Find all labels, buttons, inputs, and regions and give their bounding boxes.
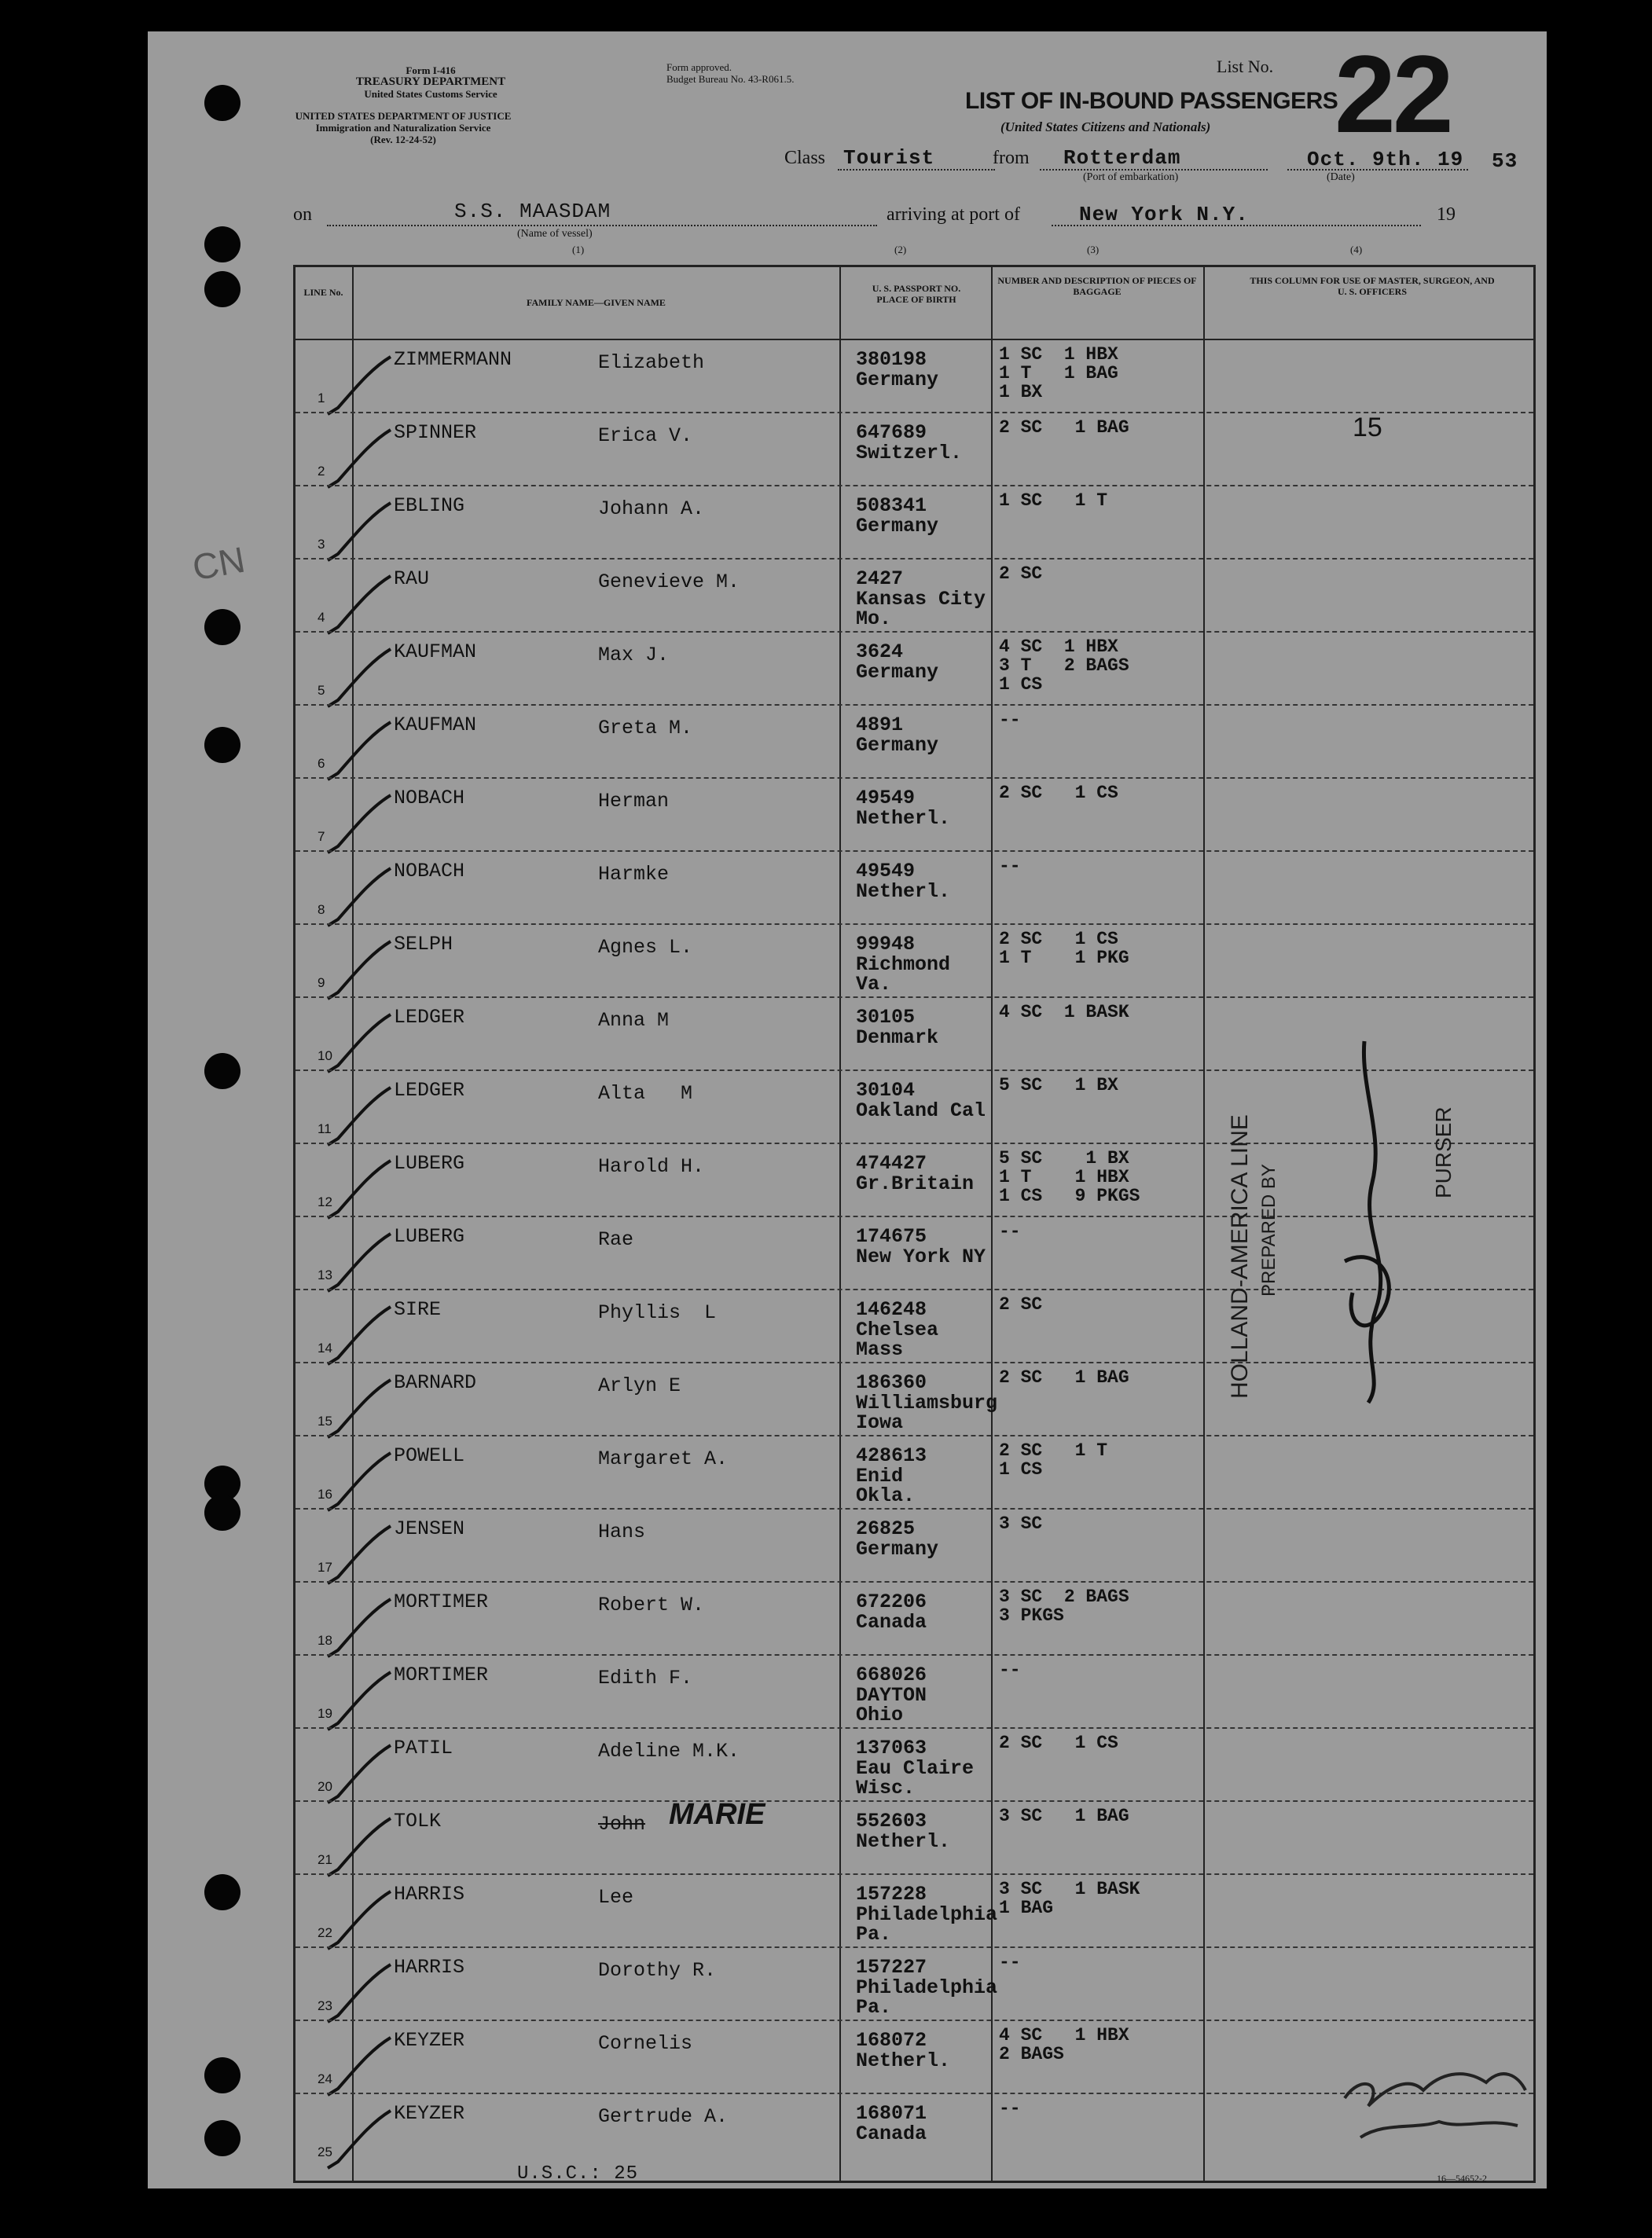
passport-number: 428613 — [856, 1444, 927, 1467]
passport-number: 26825 — [856, 1517, 916, 1540]
dept-block: UNITED STATES DEPARTMENT OF JUSTICE Immigration and Naturalization Service (Rev. 12-24-52) — [295, 110, 512, 145]
place-of-birth: Netherl. — [856, 2049, 951, 2072]
family-name: KAUFMAN — [394, 640, 477, 663]
family-name: LEDGER — [394, 1006, 465, 1029]
given-name: Adeline M.K. — [598, 1740, 740, 1763]
line-number: 14 — [318, 1341, 332, 1356]
family-name: POWELL — [394, 1444, 465, 1467]
family-name: HARRIS — [394, 1956, 465, 1979]
given-name: Margaret A. — [598, 1447, 729, 1470]
family-name: NOBACH — [394, 787, 465, 809]
line-number: 23 — [318, 1998, 332, 2013]
given-name: Phyllis L — [598, 1301, 717, 1324]
line-number: 15 — [318, 1414, 332, 1429]
given-name: Hans — [598, 1521, 646, 1543]
page-title: LIST OF IN-BOUND PASSENGERS — [965, 88, 1338, 114]
class-label: Class — [784, 148, 826, 168]
place-of-birth: Oakland Cal — [856, 1099, 986, 1122]
baggage: 1 SC 1 HBX 1 T 1 BAG 1 BX — [999, 344, 1118, 402]
baggage: 1 SC 1 T — [999, 490, 1108, 511]
given-name: Alta M — [598, 1082, 693, 1105]
family-name: KEYZER — [394, 2102, 465, 2125]
family-name: JENSEN — [394, 1517, 465, 1540]
line-number: 25 — [318, 2144, 332, 2159]
baggage: -- — [999, 1660, 1021, 1680]
class-value: Tourist — [843, 146, 935, 170]
header-line-no: LINE No. — [303, 287, 343, 298]
column-number-4: (4) — [1350, 244, 1363, 255]
given-name: Rae — [598, 1228, 634, 1251]
list-no-label: List No. — [1217, 57, 1274, 76]
given-name: Anna M — [598, 1009, 670, 1032]
baggage: 3 SC 2 BAGS 3 PKGS — [999, 1587, 1129, 1626]
handwritten-correction: MARIE — [669, 1798, 765, 1831]
baggage: 5 SC 1 BX — [999, 1075, 1118, 1095]
punch-hole — [204, 1495, 240, 1531]
passport-number: 380198 — [856, 348, 927, 371]
given-name: Max J. — [598, 644, 670, 666]
passport-number: 474427 — [856, 1152, 927, 1175]
vessel-line — [327, 225, 877, 226]
form-block: Form I-416 TREASURY DEPARTMENT United States Customs Service — [355, 64, 506, 100]
family-name: PATIL — [394, 1737, 453, 1759]
passport-number: 146248 — [856, 1298, 927, 1321]
line-number: 17 — [318, 1560, 332, 1575]
baggage: 2 SC 1 BAG — [999, 1367, 1129, 1388]
table-row — [296, 1873, 1533, 1946]
family-name: ZIMMERMANN — [394, 348, 512, 371]
baggage: -- — [999, 856, 1021, 876]
count-note: 15 — [1353, 413, 1382, 442]
line-number: 3 — [318, 537, 325, 552]
baggage: -- — [999, 710, 1021, 730]
place-of-birth: Germany — [856, 515, 939, 537]
table-row — [296, 339, 1533, 411]
family-name: LUBERG — [394, 1152, 465, 1175]
table-row — [296, 850, 1533, 923]
page-subtitle: (United States Citizens and Nationals) — [1000, 119, 1211, 134]
punch-hole — [204, 2057, 240, 2093]
on-label: on — [293, 204, 312, 225]
vessel-caption: (Name of vessel) — [517, 228, 593, 240]
place-of-birth: Germany — [856, 369, 939, 391]
line-number: 12 — [318, 1194, 332, 1209]
baggage: 2 SC 1 CS 1 T 1 PKG — [999, 929, 1129, 968]
passport-number: 3624 — [856, 640, 904, 663]
table-row — [296, 704, 1533, 776]
punch-hole — [204, 85, 240, 121]
purser-stamp: PURSER — [1431, 1106, 1456, 1198]
baggage: 2 SC 1 CS — [999, 1733, 1118, 1753]
place-of-birth: Netherl. — [856, 1830, 951, 1853]
baggage: 2 SC 1 BAG — [999, 417, 1129, 438]
passport-number: 668026 — [856, 1664, 927, 1686]
given-name: Harold H. — [598, 1155, 705, 1178]
given-name: John — [598, 1813, 646, 1836]
family-name: MORTIMER — [394, 1590, 489, 1613]
line-number: 7 — [318, 829, 325, 844]
arrival-port: New York N.Y. — [1079, 203, 1249, 226]
line-number: 10 — [318, 1048, 332, 1063]
passport-number: 4891 — [856, 714, 904, 736]
place-of-birth: Germany — [856, 734, 939, 757]
date-caption: (Date) — [1327, 171, 1355, 183]
passport-number: 30105 — [856, 1006, 916, 1029]
family-name: TOLK — [394, 1810, 442, 1833]
table-row — [296, 558, 1533, 630]
given-name: Cornelis — [598, 2032, 693, 2055]
line-number: 13 — [318, 1268, 332, 1282]
place-of-birth: Denmark — [856, 1026, 939, 1049]
place-of-birth: Netherl. — [856, 807, 951, 830]
line-number: 4 — [318, 610, 325, 625]
family-name: EBLING — [394, 494, 465, 517]
usc-count: U.S.C.: 25 — [517, 2163, 639, 2185]
place-of-birth: Chelsea Mass — [856, 1319, 939, 1361]
punch-hole — [204, 1053, 240, 1089]
family-name: KAUFMAN — [394, 714, 477, 736]
passport-number: 672206 — [856, 1590, 927, 1613]
passport-number: 174675 — [856, 1225, 927, 1248]
place-of-birth: Philadelphia Pa. — [856, 1903, 998, 1946]
line-number: 21 — [318, 1852, 332, 1867]
form-code: 16—54652-2 — [1437, 2173, 1487, 2184]
column-number-1: (1) — [572, 244, 585, 255]
officer-signature — [1337, 2043, 1533, 2161]
passport-number: 2427 — [856, 567, 904, 590]
table-row — [296, 777, 1533, 849]
line-number: 11 — [318, 1121, 332, 1136]
table-row — [296, 631, 1533, 703]
place-of-birth: Canada — [856, 2122, 927, 2145]
baggage: 2 SC — [999, 563, 1043, 584]
baggage: 3 SC 1 BAG — [999, 1806, 1129, 1826]
place-of-birth: Philadelphia Pa. — [856, 1976, 998, 2019]
place-of-birth: Switzerl. — [856, 442, 963, 464]
family-name: MORTIMER — [394, 1664, 489, 1686]
table-row — [296, 1435, 1533, 1507]
baggage: 4 SC 1 HBX 2 BAGS — [999, 2025, 1129, 2064]
approval-note: Form approved. Budget Bureau No. 43-R061.5. — [666, 61, 795, 85]
place-of-birth: Germany — [856, 1538, 939, 1561]
punch-hole — [204, 271, 240, 307]
family-name: SPINNER — [394, 421, 477, 444]
punch-hole — [204, 727, 240, 763]
header-name: FAMILY NAME—GIVEN NAME — [527, 297, 666, 308]
line-number: 20 — [318, 1779, 332, 1794]
given-name: Robert W. — [598, 1594, 705, 1616]
table-row — [296, 1800, 1533, 1873]
line-number: 8 — [318, 902, 325, 917]
table-row — [296, 1508, 1533, 1580]
line-number: 5 — [318, 683, 325, 698]
line-number: 1 — [318, 391, 325, 405]
margin-note: CN — [189, 538, 248, 589]
baggage: 4 SC 1 HBX 3 T 2 BAGS 1 CS — [999, 637, 1129, 695]
port-caption: (Port of embarkation) — [1083, 171, 1179, 183]
passenger-list-page — [148, 31, 1547, 2188]
line-number: 18 — [318, 1633, 332, 1648]
given-name: Herman — [598, 790, 670, 813]
punch-hole — [204, 609, 240, 645]
punch-hole — [204, 2120, 240, 2156]
passport-number: 49549 — [856, 860, 916, 882]
passport-number: 647689 — [856, 421, 927, 444]
place-of-birth: Netherl. — [856, 880, 951, 903]
family-name: KEYZER — [394, 2029, 465, 2052]
baggage: 2 SC 1 T 1 CS — [999, 1440, 1108, 1480]
punch-hole — [204, 1874, 240, 1910]
given-name: Lee — [598, 1886, 634, 1909]
date-value: Oct. 9th. 19 — [1307, 148, 1464, 171]
line-number: 2 — [318, 464, 325, 479]
passport-number: 186360 — [856, 1371, 927, 1394]
list-number: 22 — [1334, 32, 1451, 156]
passport-number: 508341 — [856, 494, 927, 517]
purser-signature — [1329, 1025, 1415, 1411]
family-name: SIRE — [394, 1298, 442, 1321]
passport-number: 157227 — [856, 1956, 927, 1979]
passport-number: 157228 — [856, 1883, 927, 1906]
header-officers: THIS COLUMN FOR USE OF MASTER, SURGEON, AND U. S. OFFICERS — [1250, 275, 1495, 297]
table-row — [296, 1946, 1533, 2019]
place-of-birth: Germany — [856, 661, 939, 684]
family-name: SELPH — [394, 933, 453, 956]
passport-number: 49549 — [856, 787, 916, 809]
given-name: Elizabeth — [598, 351, 705, 374]
column-number-3: (3) — [1087, 244, 1099, 255]
baggage: 2 SC 1 CS — [999, 783, 1118, 803]
line-number: 6 — [318, 756, 325, 771]
place-of-birth: DAYTON Ohio — [856, 1684, 927, 1726]
family-name: BARNARD — [394, 1371, 477, 1394]
punch-hole — [204, 226, 240, 262]
table-row — [296, 412, 1533, 484]
header-baggage: NUMBER AND DESCRIPTION OF PIECES OF BAGGAGE — [997, 275, 1197, 297]
line-number: 24 — [318, 2071, 332, 2086]
year-value: 53 — [1492, 149, 1518, 173]
check-mark — [324, 2107, 395, 2177]
vessel-name: S.S. MAASDAM — [454, 200, 611, 223]
baggage: -- — [999, 1952, 1021, 1972]
baggage: 5 SC 1 BX 1 T 1 HBX 1 CS 9 PKGS — [999, 1148, 1140, 1206]
table-row — [296, 1581, 1533, 1653]
arrival-year-label: 19 — [1437, 204, 1456, 225]
given-name: Harmke — [598, 863, 670, 886]
family-name: HARRIS — [394, 1883, 465, 1906]
place-of-birth: Enid Okla. — [856, 1465, 916, 1507]
column-number-2: (2) — [894, 244, 907, 255]
line-number: 22 — [318, 1925, 332, 1940]
baggage: 2 SC — [999, 1294, 1043, 1315]
passport-number: 30104 — [856, 1079, 916, 1102]
table-row — [296, 1727, 1533, 1800]
family-name: LUBERG — [394, 1225, 465, 1248]
line-number: 9 — [318, 975, 325, 990]
line-number: 16 — [318, 1487, 332, 1502]
given-name: Genevieve M. — [598, 571, 740, 593]
baggage: -- — [999, 1221, 1021, 1242]
place-of-birth: Gr.Britain — [856, 1172, 975, 1195]
family-name: RAU — [394, 567, 430, 590]
given-name: Edith F. — [598, 1667, 693, 1690]
given-name: Dorothy R. — [598, 1959, 717, 1982]
given-name: Johann A. — [598, 497, 705, 520]
given-name: Erica V. — [598, 424, 693, 447]
place-of-birth: Richmond Va. — [856, 953, 951, 996]
baggage: 3 SC — [999, 1513, 1043, 1534]
header-passport: U. S. PASSPORT NO. PLACE OF BIRTH — [872, 283, 961, 305]
passport-number: 168071 — [856, 2102, 927, 2125]
holland-america-stamp: HOLLAND-AMERICA LINE — [1227, 1114, 1253, 1399]
baggage: 3 SC 1 BASK 1 BAG — [999, 1879, 1140, 1918]
port-of-embarkation: Rotterdam — [1063, 146, 1181, 170]
family-name: NOBACH — [394, 860, 465, 882]
place-of-birth: Eau Claire Wisc. — [856, 1757, 975, 1800]
place-of-birth: Canada — [856, 1611, 927, 1634]
passport-number: 552603 — [856, 1810, 927, 1833]
table-row — [296, 485, 1533, 557]
table-row — [296, 1654, 1533, 1726]
place-of-birth: New York NY — [856, 1246, 986, 1268]
passport-number: 168072 — [856, 2029, 927, 2052]
table-row — [296, 923, 1533, 996]
arriving-label: arriving at port of — [887, 204, 1020, 225]
passport-number: 99948 — [856, 933, 916, 956]
place-of-birth: Williamsburg Iowa — [856, 1392, 998, 1434]
baggage: 4 SC 1 BASK — [999, 1002, 1129, 1022]
family-name: LEDGER — [394, 1079, 465, 1102]
passenger-table — [293, 265, 1536, 2183]
place-of-birth: Kansas City Mo. — [856, 588, 986, 630]
passport-number: 137063 — [856, 1737, 927, 1759]
from-label: from — [993, 148, 1030, 168]
prepared-by-stamp: PREPARED BY — [1258, 1164, 1279, 1297]
given-name: Arlyn E — [598, 1374, 681, 1397]
given-name: Agnes L. — [598, 936, 693, 959]
given-name: Greta M. — [598, 717, 693, 739]
baggage: -- — [999, 2098, 1021, 2119]
given-name: Gertrude A. — [598, 2105, 729, 2128]
line-number: 19 — [318, 1706, 332, 1721]
